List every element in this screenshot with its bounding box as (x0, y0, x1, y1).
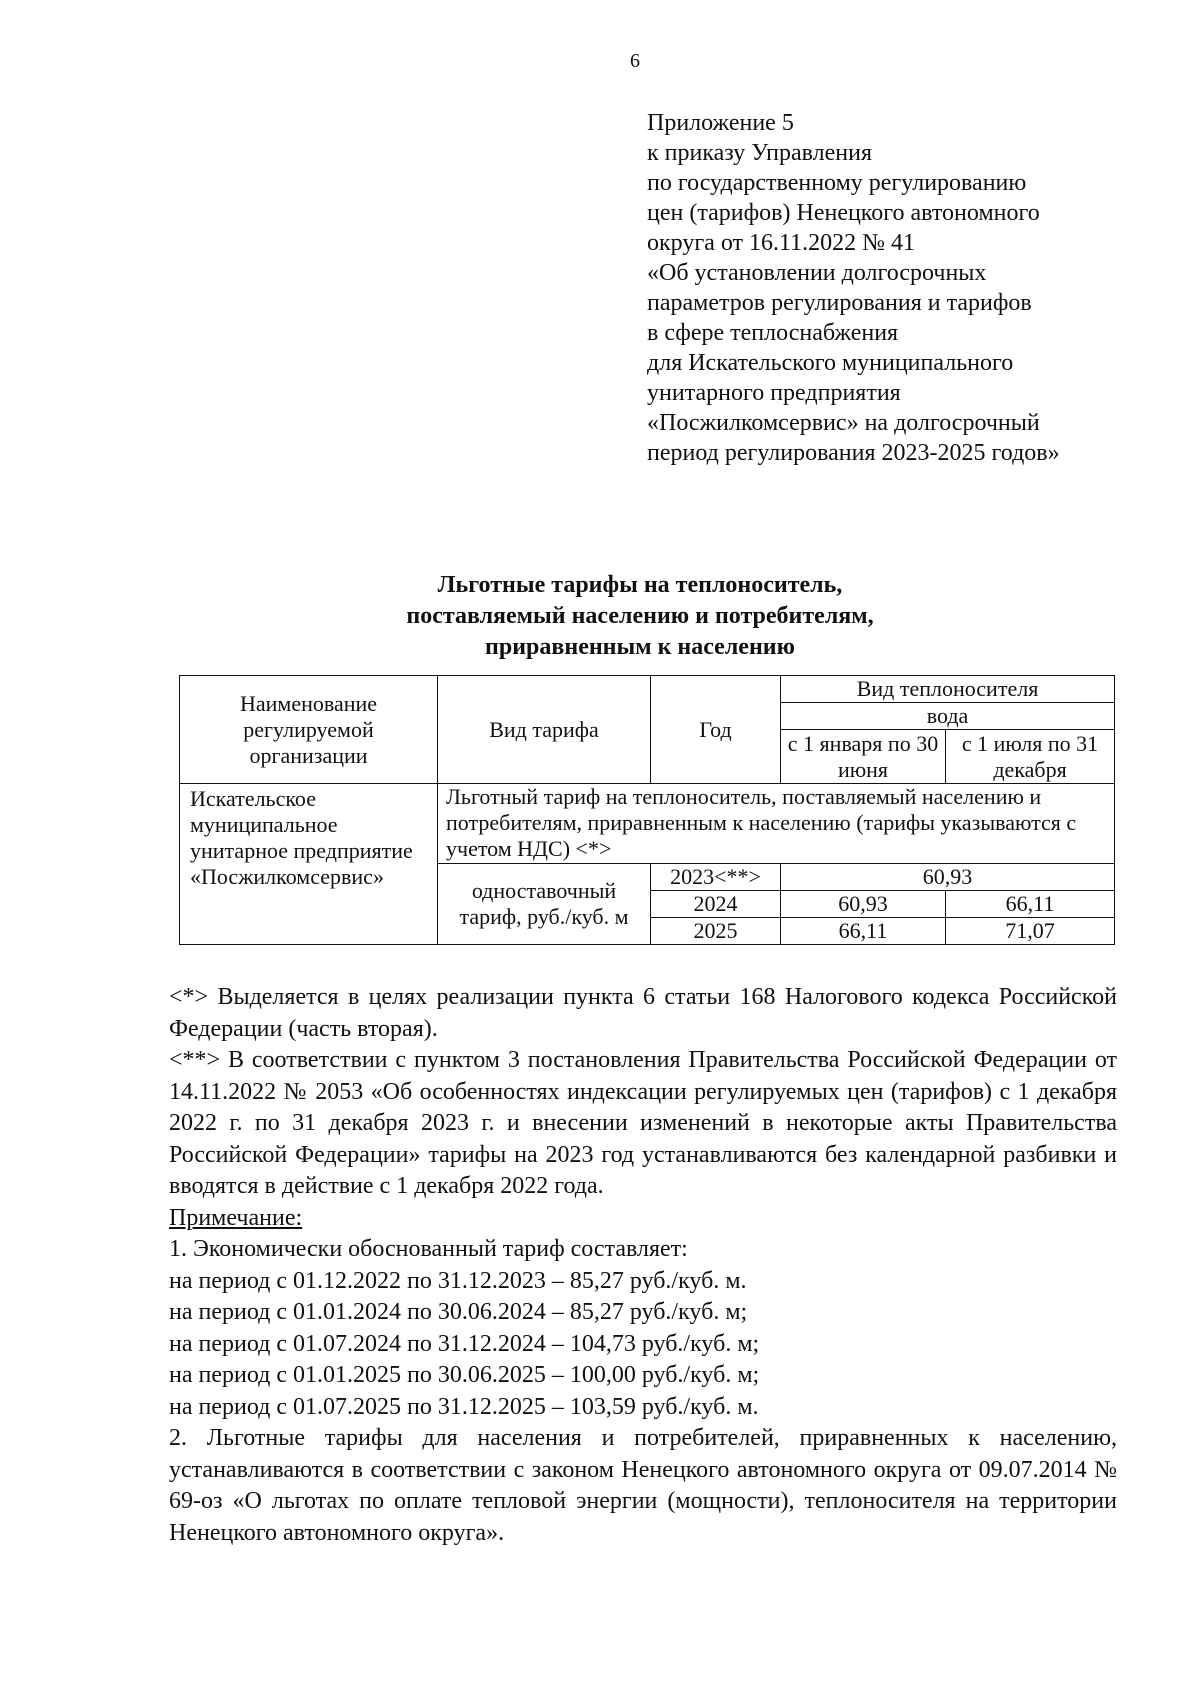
header-carrier: Вид теплоносителя (781, 676, 1115, 703)
year-cell: 2025 (651, 918, 781, 945)
appendix-line: в сфере теплоснабжения (647, 320, 899, 346)
appendix-line: к приказу Управления (647, 140, 873, 166)
document-title (0, 570, 1200, 663)
note-period: на период с 01.12.2022 по 31.12.2023 – 85,27 руб./куб. м. (169, 1267, 747, 1294)
note-period: на период с 01.07.2024 по 31.12.2024 – 104,73 руб./куб. м; (169, 1330, 760, 1357)
year-cell: 2024 (651, 891, 781, 918)
tariff-name-cell: одноставочный тариф, руб./куб. м (438, 864, 651, 945)
title-line: приравненным к населению (485, 634, 795, 660)
appendix-line: параметров регулирования и тарифов (647, 290, 1032, 316)
org-name-cell: Искательское муниципальное унитарное предприятие «Посжилкомсервис» (180, 784, 438, 945)
value-cell: 66,11 (781, 918, 946, 945)
tariff-table (179, 675, 1115, 945)
appendix-line: Приложение 5 (647, 110, 794, 136)
header-tariff-type: Вид тарифа (438, 676, 651, 784)
value-cell: 71,07 (946, 918, 1115, 945)
value-cell: 66,11 (946, 891, 1115, 918)
note-item-2: 2. Льготные тарифы для населения и потребителей, приравненных к населению, устанавливаются в соответствии с законом Ненецкого автономного округа от 09.07.2014 № 69-оз «О льготах по оплате тепловой энергии (мощности), теплоносителя на территории Ненецкого автономного округа». (169, 1425, 1117, 1546)
footnote-double-star: <**> В соответствии с пунктом 3 постановления Правительства Российской Федерации от 14.11.2022 № 2053 «Об особенностях индексации регулируемых цен (тарифов) с 1 декабря 2022 г. по 31 декабря 2023 г. и внесении изменений в некоторые акты Правительства Российской Федерации» тарифы на 2023 год устанавливаются без календарной разбивки и вводятся в действие с 1 декабря 2022 года. (169, 1047, 1117, 1199)
value-cell: 60,93 (781, 891, 946, 918)
tariff-group-label: Льготный тариф на теплоноситель, поставляемый населению и потребителям, приравненным к населению (тарифы указываются с учетом НДС) <*> (438, 784, 1115, 864)
note-period: на период с 01.01.2025 по 30.06.2025 – 100,00 руб./куб. м; (169, 1362, 760, 1388)
note-item-1: 1. Экономически обоснованный тариф составляет: (169, 1236, 688, 1262)
appendix-line: период регулирования 2023-2025 годов» (647, 440, 1060, 466)
header-org: Наименование регулируемой организации (180, 676, 438, 784)
value-merged-2023: 60,93 (781, 864, 1115, 891)
header-water: вода (781, 703, 1115, 730)
notes-section (169, 982, 1117, 1549)
title-line: Льготные тарифы на теплоноситель, (437, 572, 843, 598)
header-year: Год (651, 676, 781, 784)
title-line: поставляемый населению и потребителям, (406, 603, 874, 629)
header-period-1: с 1 января по 30 июня (781, 730, 946, 784)
note-period: на период с 01.01.2024 по 30.06.2024 – 85,27 руб./куб. м; (169, 1299, 748, 1325)
appendix-line: унитарного предприятия (647, 380, 901, 406)
appendix-header (647, 108, 1167, 468)
appendix-line: для Искательского муниципального (647, 350, 1014, 376)
appendix-line: «Посжилкомсервис» на долгосрочный (647, 410, 1040, 436)
note-heading: Примечание: (169, 1204, 303, 1231)
footnote-star: <*> Выделяется в целях реализации пункта 6 статьи 168 Налогового кодекса Российской Федерации (часть вторая). (169, 984, 1117, 1042)
appendix-line: округа от 16.11.2022 № 41 (647, 230, 916, 256)
appendix-line: «Об установлении долгосрочных (647, 260, 987, 286)
note-period: на период с 01.07.2025 по 31.12.2025 – 103,59 руб./куб. м. (169, 1393, 759, 1420)
header-period-2: с 1 июля по 31 декабря (946, 730, 1115, 784)
appendix-line: цен (тарифов) Ненецкого автономного (647, 200, 1040, 226)
page-number: 6 (630, 50, 640, 72)
appendix-line: по государственному регулированию (647, 170, 1027, 196)
year-cell: 2023<**> (651, 864, 781, 891)
